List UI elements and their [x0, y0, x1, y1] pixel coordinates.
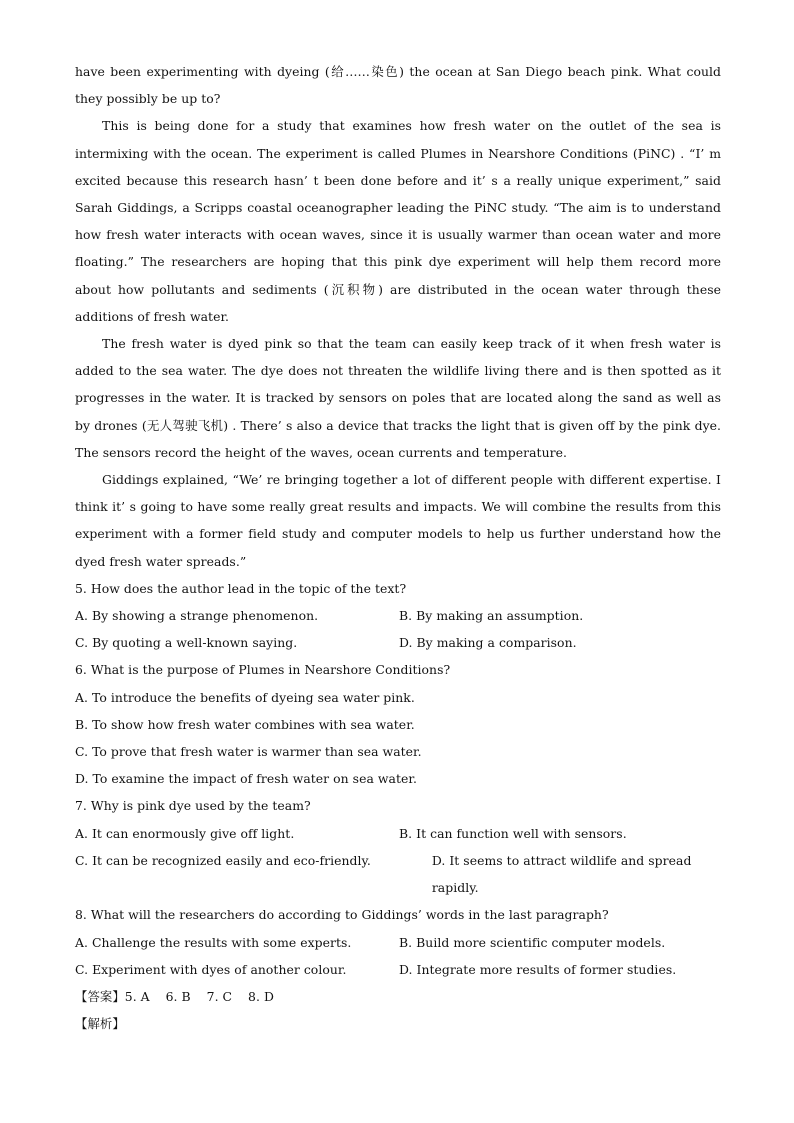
passage-paragraph-3: The fresh water is dyed pink so that the team can easily keep track of it when fresh water is added to the sea water. The dye does not threaten the wildlife living there and is then spotted as it progresses in the water. It is tracked by sensors on poles that are located along the sand as well as by drones (无人驾驶飞机) . There’ s also a device that tracks the light that is given off by the pink dye. The sensors record the height of the waves, ocean currents and temperature. — [75, 336, 721, 460]
options-row — [75, 929, 721, 956]
option-a: A. To introduce the benefits of dyeing sea water pink. — [75, 689, 415, 705]
option-d: D. Integrate more results of former studies. — [399, 961, 677, 977]
option-a: A. It can enormously give off light. — [75, 825, 295, 841]
question-7 — [75, 792, 721, 901]
option-d: D. To examine the impact of fresh water on sea water. — [75, 771, 417, 787]
question-5 — [75, 575, 721, 657]
answer-text: 5. A 6. B 7. C 8. D — [124, 988, 274, 1004]
document-page — [75, 58, 721, 1037]
options-row — [75, 956, 721, 983]
option-b: B. It can function well with sensors. — [399, 825, 627, 841]
option-c: C. To prove that fresh water is warmer than sea water. — [75, 744, 422, 760]
option-a: A. Challenge the results with some experts. — [75, 934, 352, 950]
passage-paragraph-4: Giddings explained, “We’ re bringing together a lot of different people with different expertise. I think it’ s going to have some really great results and impacts. We will combine the results from this experiment with a former field study and computer models to help us further understand how the dyed fresh water spreads.” — [75, 472, 721, 569]
passage-paragraph-2: This is being done for a study that examines how fresh water on the outlet of the sea is intermixing with the ocean. The experiment is called Plumes in Nearshore Conditions (PiNC) . “I’ m excited because this research hasn’ t been done before and it’ s a really unique experiment,” said Sarah Giddings, a Scripps coastal oceanographer leading the PiNC study. “The aim is to understand how fresh water interacts with ocean waves, since it is usually warmer than ocean water and more floating.” The researchers are hoping that this pink dye experiment will help them record more about how pollutants and sediments (沉积物) are distributed in the ocean water through these additions of fresh water. — [75, 118, 721, 324]
question-6 — [75, 656, 721, 792]
option-c: C. Experiment with dyes of another colour. — [75, 961, 347, 977]
option-c: C. It can be recognized easily and eco-friendly. — [75, 852, 371, 868]
answer-line — [75, 983, 721, 1010]
options-row — [75, 820, 721, 847]
option-b: B. By making an assumption. — [399, 608, 584, 624]
option-a: A. By showing a strange phenomenon. — [75, 608, 319, 624]
options-row — [75, 629, 721, 656]
answer-label: 【答案】 — [75, 988, 125, 1004]
analysis-label: 【解析】 — [75, 1016, 125, 1032]
option-d: D. By making a comparison. — [399, 635, 577, 651]
option-b: B. To show how fresh water combines with sea water. — [75, 716, 415, 732]
question-8 — [75, 901, 721, 983]
question-stem: 8. What will the researchers do according to Giddings’ words in the last paragraph? — [75, 907, 609, 923]
question-stem: 5. How does the author lead in the topic of the text? — [75, 580, 407, 596]
question-stem: 6. What is the purpose of Plumes in Nearshore Conditions? — [75, 662, 451, 678]
option-c: C. By quoting a well-known saying. — [75, 635, 298, 651]
options-row — [75, 602, 721, 629]
passage-paragraph-1: have been experimenting with dyeing (给……染色) the ocean at San Diego beach pink. What could they possibly be up to? — [75, 64, 721, 107]
question-stem: 7. Why is pink dye used by the team? — [75, 798, 311, 814]
option-d: D. It seems to attract wildlife and spread rapidly. — [431, 852, 692, 896]
option-b: B. Build more scientific computer models. — [399, 934, 666, 950]
options-row — [75, 847, 721, 901]
